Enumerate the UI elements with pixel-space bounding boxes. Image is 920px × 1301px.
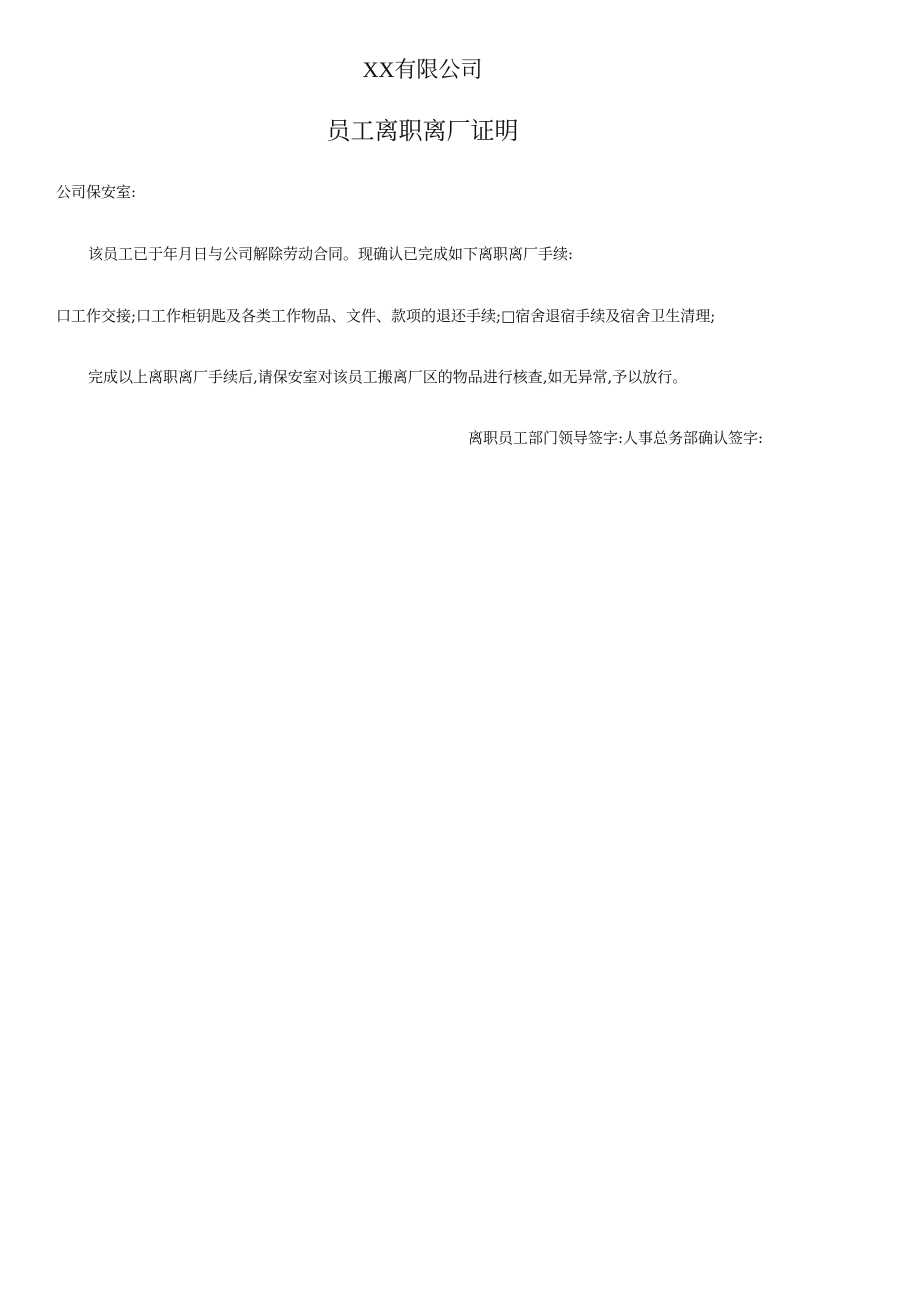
- document-title: 员工离职离厂证明: [326, 117, 519, 145]
- signature-line: 离职员工部门领导签字:人事总务部确认签字:: [468, 429, 764, 447]
- paragraph-termination-notice: 该员工已于年月日与公司解除劳动合同。现确认已完成如下离职离厂手续:: [88, 245, 574, 263]
- company-name: XX有限公司: [362, 57, 483, 82]
- addressee: 公司保安室:: [56, 183, 137, 201]
- procedure-checklist: 口工作交接;口工作柜钥匙及各类工作物品、文件、款项的退还手续;□宿舍退宿手续及宿舍卫生清理;: [56, 307, 716, 325]
- paragraph-release-request: 完成以上离职离厂手续后,请保安室对该员工搬离厂区的物品进行核查,如无异常,予以放行。: [88, 368, 688, 386]
